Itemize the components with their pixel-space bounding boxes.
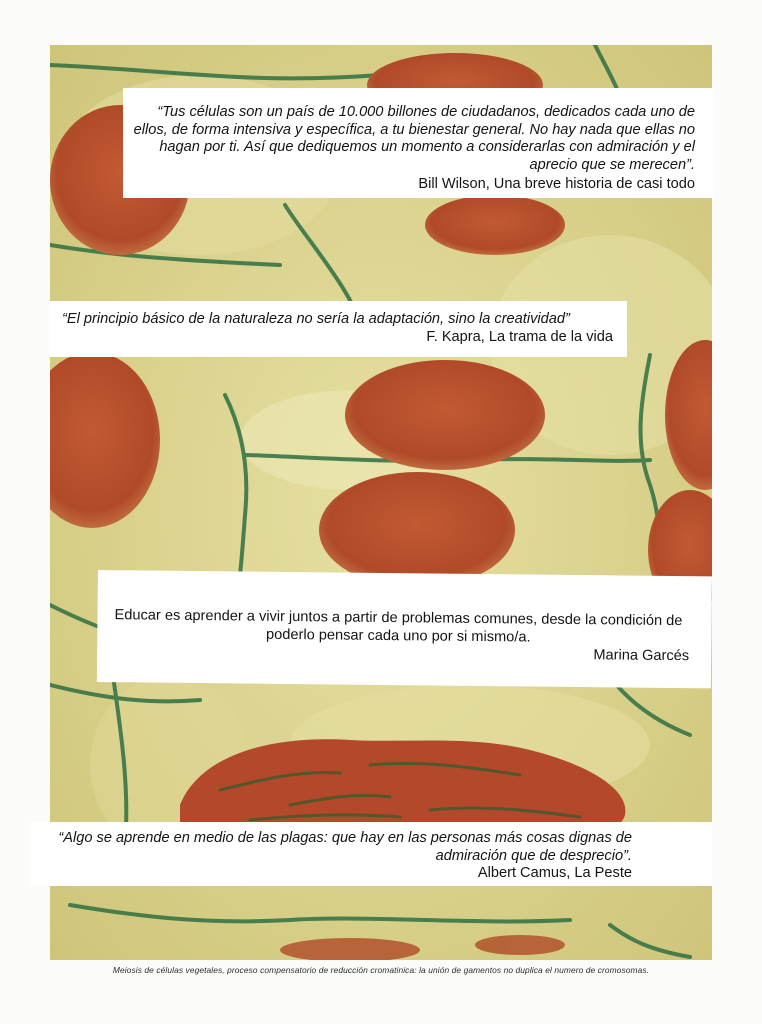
quote-text: “El principio básico de la naturaleza no sería la adaptación, sino la creatividad” [62,311,570,327]
quote-card-wilson [123,88,713,198]
figure-caption: Meiosis de células vegetales, proceso compensatorio de reducción cromatinica: la unión de gamentos no duplica el numero de cromosomas. [112,965,650,975]
quote-card-garces [97,570,712,688]
quote-text: “Algo se aprende en medio de las plagas: que hay en las personas más cosas dignas de admiración que de desprecio”. [58,830,632,864]
quote-card-kapra [50,301,627,357]
quote-author: F. Kapra, La trama de la vida [426,328,613,345]
quote-author: Albert Camus, La Peste [477,865,632,881]
quote-author: Bill Wilson, Una breve historia de casi todo [418,176,695,192]
quote-text: “Tus células son un país de 10.000 billones de ciudadanos, dedicados cada uno de ellos, de forma intensiva y específica, a tu bienestar general. No hay nada que ellas no hagan por ti. Así que dediquemos un momento a considerarlas con admiración y el aprecio que se merecen”. [133,104,695,173]
quote-text: Educar es aprender a vivir juntos a partir de problemas comunes, desde la condición de poderlo pensar cada uno por si mismo/a. [114,607,683,646]
quote-author: Marina Garcés [593,647,690,665]
quote-card-camus [30,822,712,886]
